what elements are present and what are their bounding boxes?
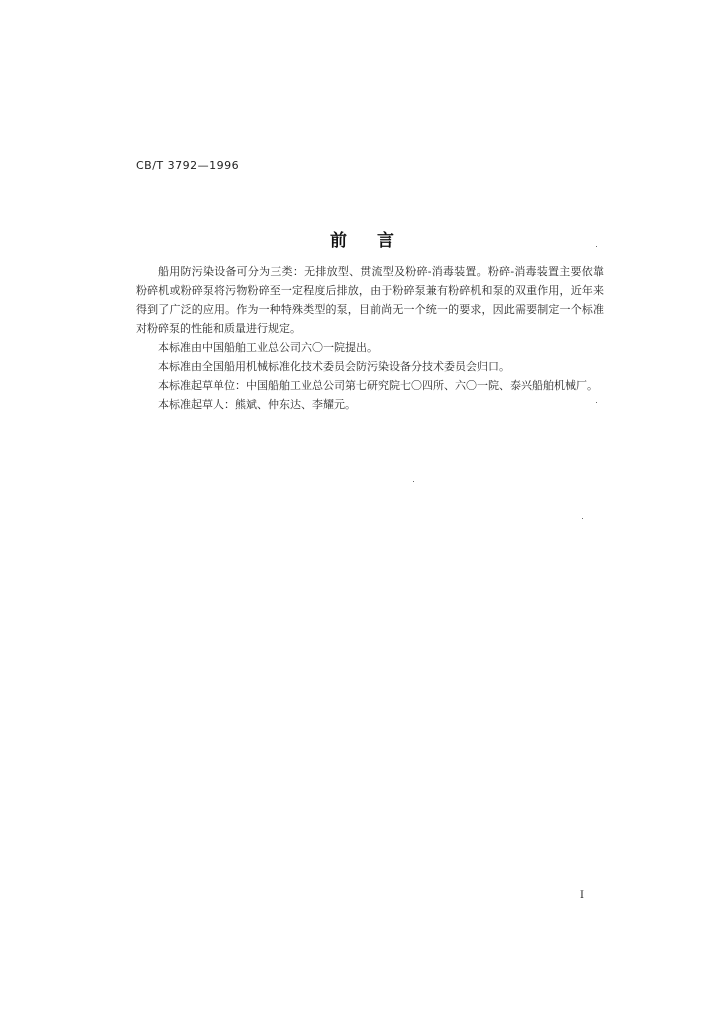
paragraph-drafters: 本标准起草人：熊斌、仲东达、李耀元。 [158, 398, 356, 411]
paragraph-proposer: 本标准由中国船舶工业总公司六〇一院提出。 [158, 341, 378, 354]
scan-speck [582, 518, 583, 519]
document-body [136, 262, 604, 414]
scan-speck [596, 402, 597, 403]
document-code: CB/T 3792—1996 [136, 159, 240, 172]
paragraph-drafting-units: 本标准起草单位：中国船舶工业总公司第七研究院七〇四所、六〇一院、泰兴船舶机械厂。 [158, 379, 598, 392]
paragraph-centralized: 本标准由全国船用机械标准化技术委员会防污染设备分技术委员会归口。 [158, 360, 510, 373]
scan-speck [596, 246, 597, 247]
page-title: 前言 [330, 231, 424, 251]
scan-speck [413, 481, 414, 482]
paragraph-intro: 船用防污染设备可分为三类：无排放型、贯流型及粉碎-消毒装置。粉碎-消毒装置主要依靠粉碎机或粉碎泵将污物粉碎至一定程度后排放，由于粉碎泵兼有粉碎机和泵的双重作用，近年来得到了广泛的应用。作为一种特殊类型的泵，目前尚无一个统一的要求，因此需要制定一个标准对粉碎泵的性能和质量进行规定。 [136, 265, 604, 335]
page-number: I [580, 890, 584, 901]
